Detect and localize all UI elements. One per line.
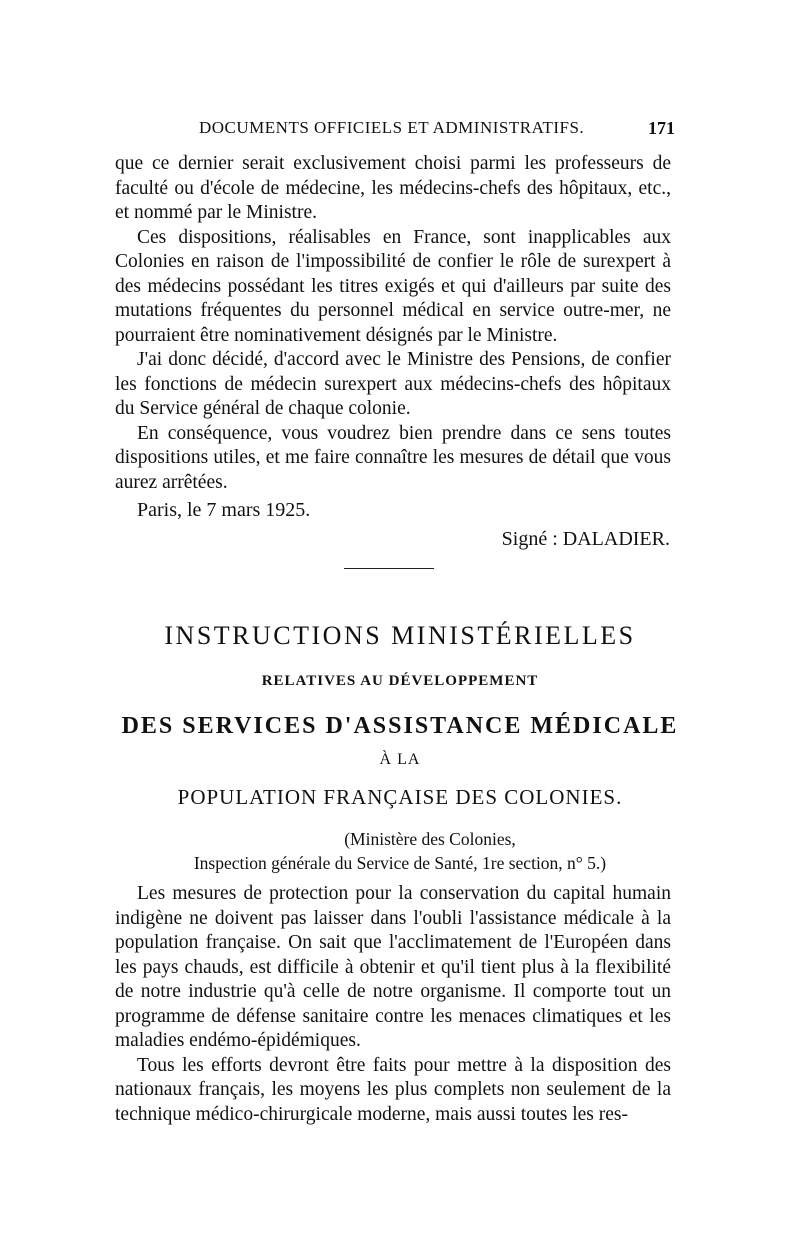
paragraph: Les mesures de protection pour la conservation du capital humain indigène ne doivent pas laisser dans l'oubli l'assistance médicale à la population française. On sait que l'acclimatement de l'Européen dans les pays chauds, est difficile à obtenir et qu'il tient plus à la flexibilité de notre industrie qu'à celle de notre organisme. Il comporte tout un programme de défense sanitaire contre les menaces climatiques et les maladies endémo-épidémiques. — [115, 883, 671, 1051]
section-heading-services: DES SERVICES D'ASSISTANCE MÉDICALE — [121, 713, 679, 739]
paragraph: que ce dernier serait exclusivement choisi parmi les professeurs de faculté ou d'école de médecine, les médecins-chefs des hôpitaux, etc., et nommé par le Ministre. — [115, 153, 671, 223]
paragraph: En conséquence, vous voudrez bien prendre dans ce sens toutes dispositions utiles, et me faire connaître les mesures de détail que vous aurez arrêtées. — [115, 422, 671, 493]
letter-body — [115, 152, 671, 495]
paragraph: Tous les efforts devront être faits pour mettre à la disposition des nationaux français, les moyens les plus complets non seulement de la technique médico-chirurgicale moderne, mais aussi toutes les res- — [115, 1054, 671, 1125]
section-heading-population: POPULATION FRANÇAISE DES COLONIES. — [177, 785, 623, 809]
instructions-body — [115, 882, 671, 1127]
page-number: 171 — [648, 118, 675, 138]
running-head — [115, 118, 675, 142]
section-divider — [344, 568, 434, 569]
running-title: DOCUMENTS OFFICIELS ET ADMINISTRATIFS. — [199, 118, 585, 137]
section-heading: INSTRUCTIONS MINISTÉRIELLES — [164, 621, 636, 650]
section-subheading: RELATIVES AU DÉVELOPPEMENT — [261, 673, 539, 689]
paragraph: J'ai donc décidé, d'accord avec le Ministre des Pensions, de confier les fonctions de médecin surexpert aux médecins-chefs des hôpitaux du Service général de chaque colonie. — [115, 349, 671, 419]
paragraph: Ces dispositions, réalisables en France, sont inapplicables aux Colonies en raison de l'impossibilité de confier le rôle de surexpert à des médecins possédant les titres exigés et qui d'ailleurs par suite des mutations fréquentes du personnel médical en service outre-mer, ne pourraient être nominativement désignés par le Ministre. — [115, 226, 671, 346]
source-ministry: (Ministère des Colonies, — [344, 829, 516, 849]
source-inspection: Inspection générale du Service de Santé, 1re section, n° 5.) — [193, 853, 607, 873]
signature: Signé : DALADIER. — [501, 528, 670, 550]
section-heading-connector: À LA — [379, 751, 421, 768]
dateline: Paris, le 7 mars 1925. — [137, 499, 311, 521]
